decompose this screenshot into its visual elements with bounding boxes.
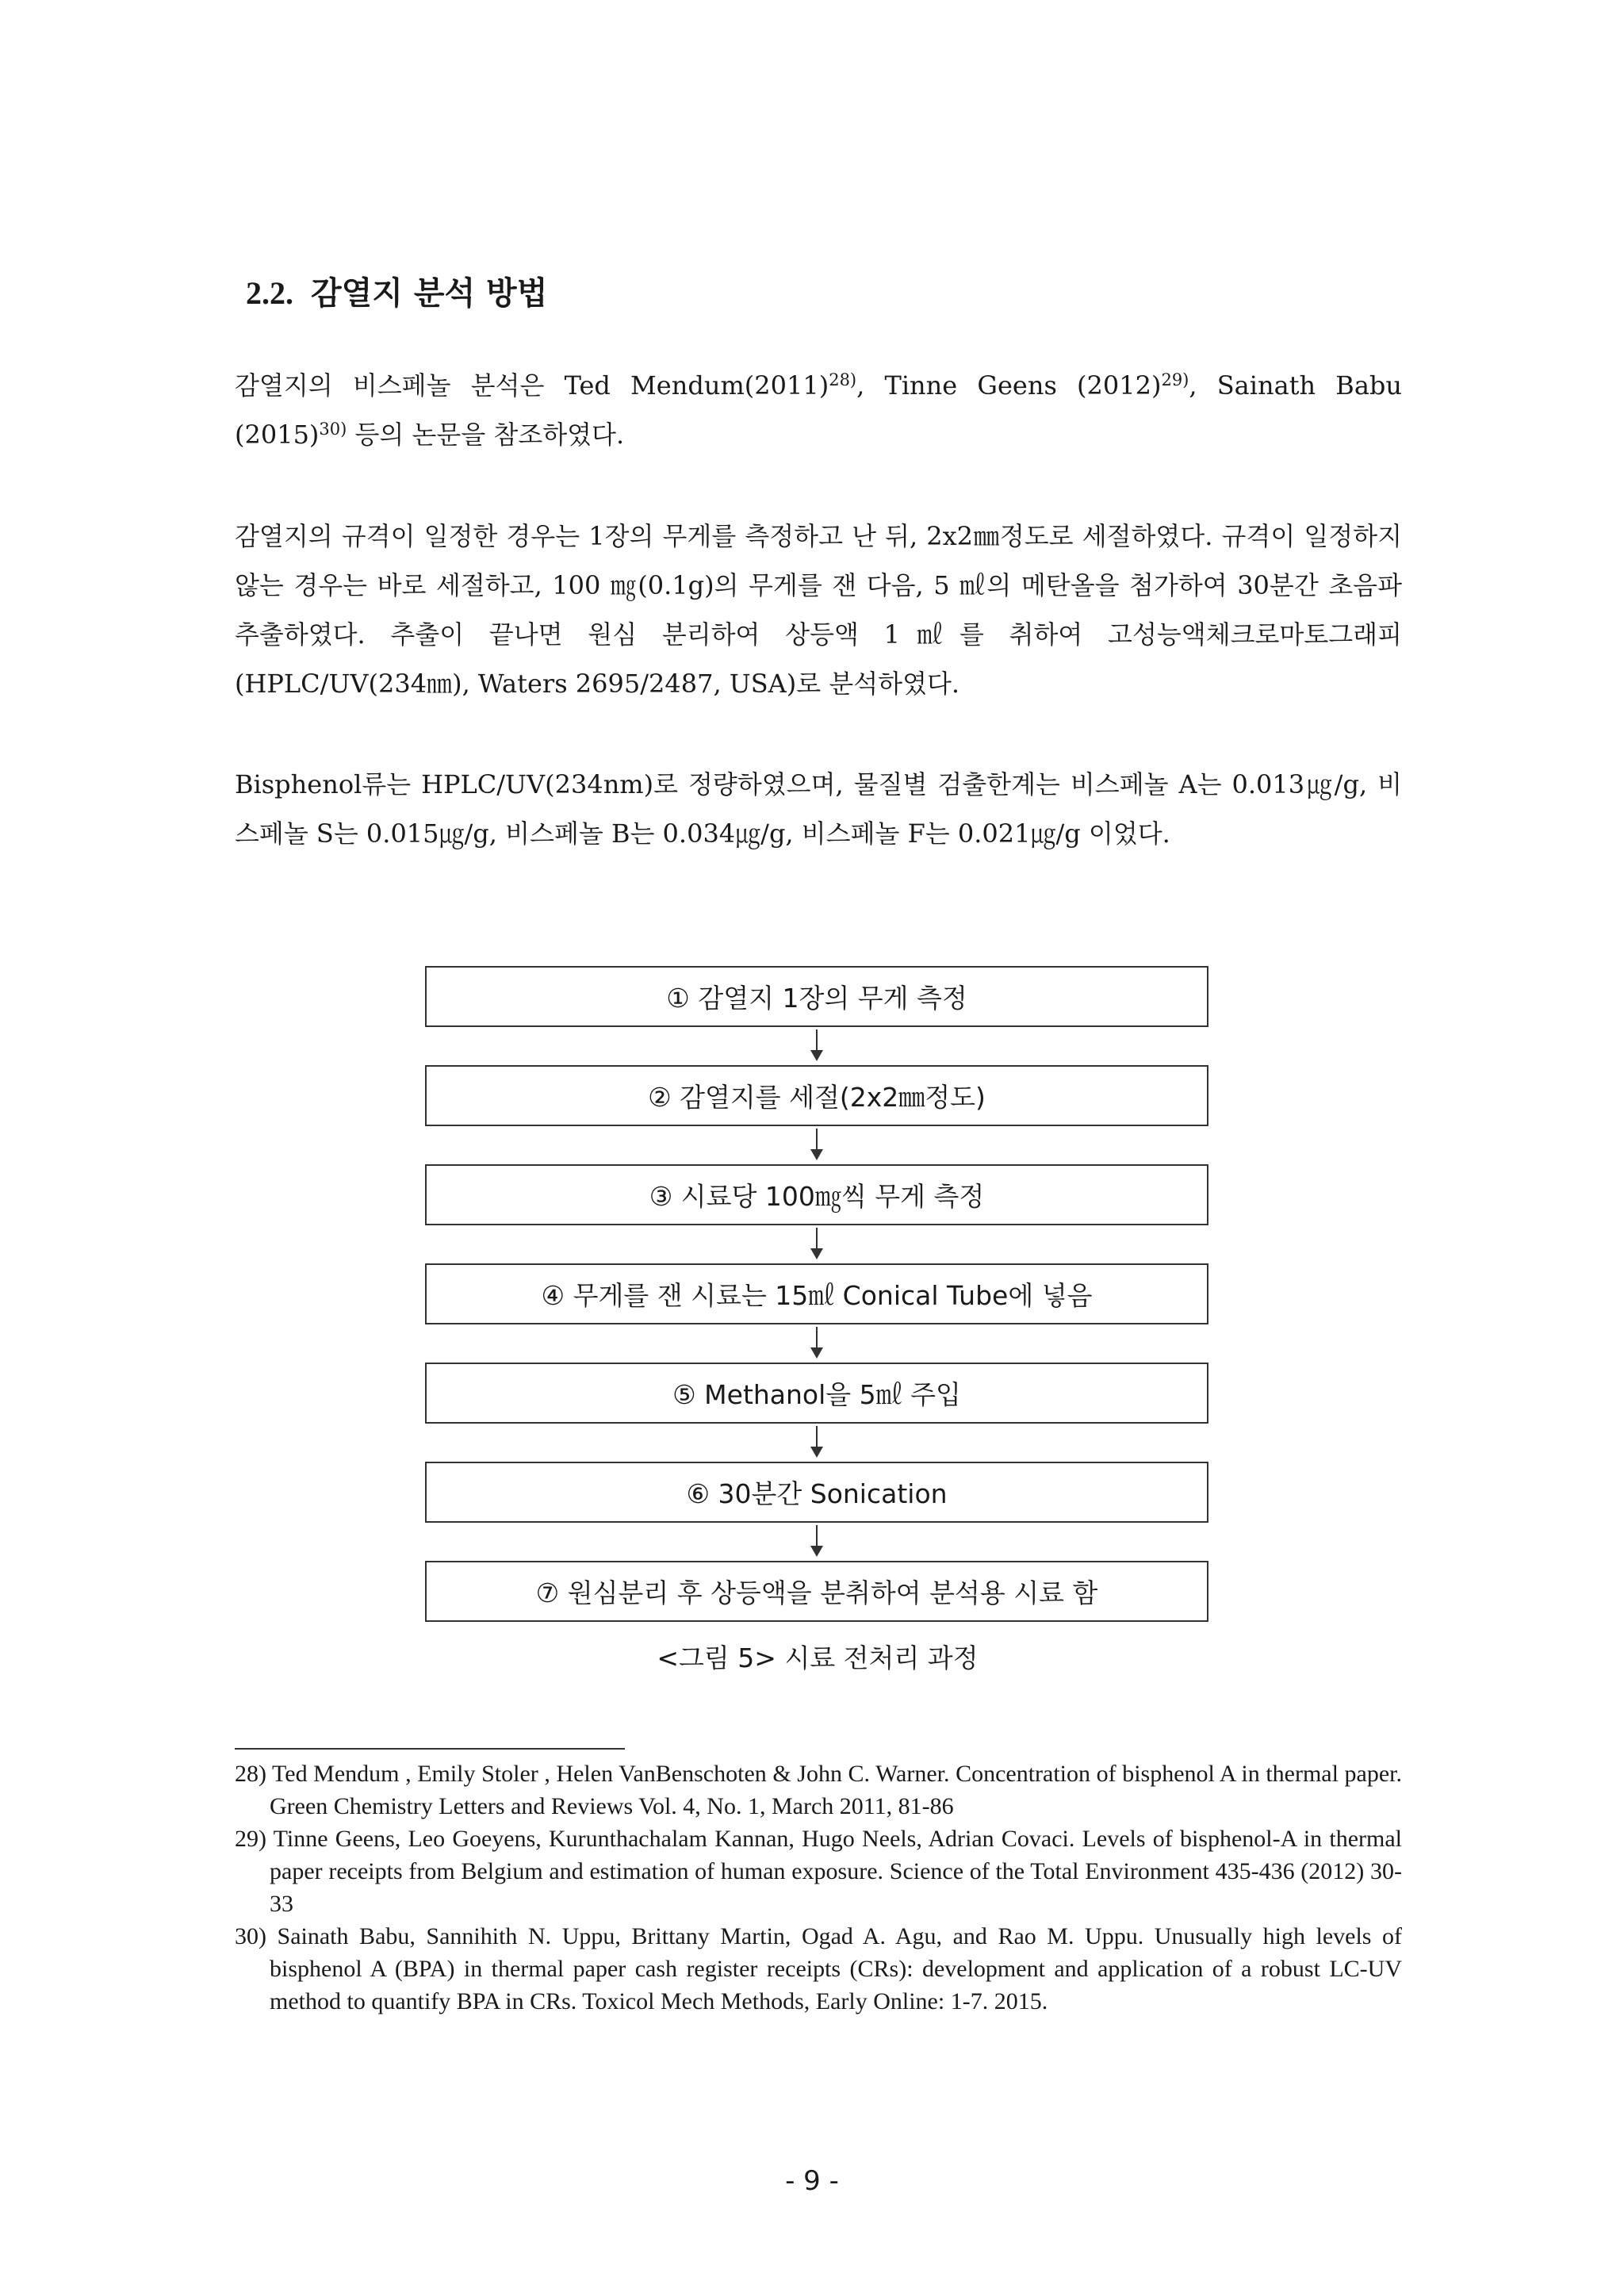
- flow-step-5: ⑤ Methanol을 5㎖ 주입: [425, 1363, 1208, 1424]
- section-heading: [246, 268, 547, 313]
- down-arrow-icon: [425, 1523, 1210, 1561]
- footnote-ref-28[interactable]: 28): [829, 370, 857, 389]
- page-number: - 9 -: [785, 2165, 839, 2197]
- flow-step-2: ② 감열지를 세절(2x2㎜정도): [425, 1065, 1208, 1126]
- down-arrow-icon: [425, 1126, 1210, 1164]
- section-title: 감열지 분석 방법: [311, 275, 548, 312]
- flow-step-4: ④ 무게를 잰 시료는 15㎖ Conical Tube에 넣음: [425, 1263, 1208, 1324]
- paragraph-references: [235, 361, 1402, 459]
- figure-caption: <그림 5> 시료 전처리 과정: [657, 1642, 979, 1673]
- paragraph-text: 감열지의 비스페놀 분석은 Ted Mendum(2011): [235, 370, 829, 401]
- flow-step-3: ③ 시료당 100㎎씩 무게 측정: [425, 1164, 1208, 1225]
- down-arrow-icon: [425, 1225, 1210, 1263]
- flow-step-6: ⑥ 30분간 Sonication: [425, 1462, 1208, 1523]
- paragraph-detection-limits: Bisphenol류는 HPLC/UV(234nm)로 정량하였으며, 물질별 검출한계는 비스페놀 A는 0.013㎍/g, 비스페놀 S는 0.015㎍/g, 비스페놀 B는 0.034㎍/g, 비스페놀 F는 0.021㎍/g 이었다.: [235, 769, 1402, 849]
- footnote-divider: [235, 1748, 625, 1750]
- paragraph-text: 등의 논문을 참조하였다.: [347, 420, 625, 450]
- footnote-28: 28) Ted Mendum , Emily Stoler , Helen VanBenschoten & John C. Warner. Concentration of bisphenol A in thermal paper. Green Chemistry Letters and Reviews Vol. 4, No. 1, March 2011, 81-86: [235, 1761, 1402, 1819]
- footnote-ref-29[interactable]: 29): [1161, 370, 1189, 389]
- footnote-ref-30[interactable]: 30): [319, 420, 347, 439]
- paragraph-text: , Sainath Babu (2015): [235, 370, 1402, 450]
- flowchart: [425, 966, 1210, 1622]
- section-number: 2.2.: [246, 275, 293, 311]
- paragraph-text: , Tinne Geens (2012): [856, 370, 1162, 401]
- down-arrow-icon: [425, 1324, 1210, 1363]
- flow-step-7: ⑦ 원심분리 후 상등액을 분취하여 분석용 시료 함: [425, 1561, 1208, 1622]
- flow-step-1: ① 감열지 1장의 무게 측정: [425, 966, 1208, 1027]
- down-arrow-icon: [425, 1027, 1210, 1065]
- paragraph-method: 감열지의 규격이 일정한 경우는 1장의 무게를 측정하고 난 뒤, 2x2㎜정도로 세절하였다. 규격이 일정하지 않는 경우는 바로 세절하고, 100 ㎎(0.1g)의 무게를 잰 다음, 5 ㎖의 메탄올을 첨가하여 30분간 초음파 추출하였다. 추출이 끝나면 원심 분리하여 상등액 1㎖를 취하여 고성능액체크로마토그래피(HPLC/UV(234㎚), Waters 2695/2487, USA)로 분석하였다.: [235, 521, 1402, 699]
- footnote-30: 30) Sainath Babu, Sannihith N. Uppu, Brittany Martin, Ogad A. Agu, and Rao M. Uppu. Unusually high levels of bisphenol A (BPA) in thermal paper cash register receipts (CRs): development and application of a robust LC-UV method to quantify BPA in CRs. Toxicol Mech Methods, Early Online: 1-7. 2015.: [235, 1923, 1402, 2014]
- down-arrow-icon: [425, 1424, 1210, 1462]
- footnote-list: [235, 1757, 1402, 2018]
- footnote-29: 29) Tinne Geens, Leo Goeyens, Kurunthachalam Kannan, Hugo Neels, Adrian Covaci. Levels of bisphenol-A in thermal paper receipts from Belgium and estimation of human exposure. Science of the Total Environment 435-436 (2012) 30-33: [235, 1826, 1402, 1917]
